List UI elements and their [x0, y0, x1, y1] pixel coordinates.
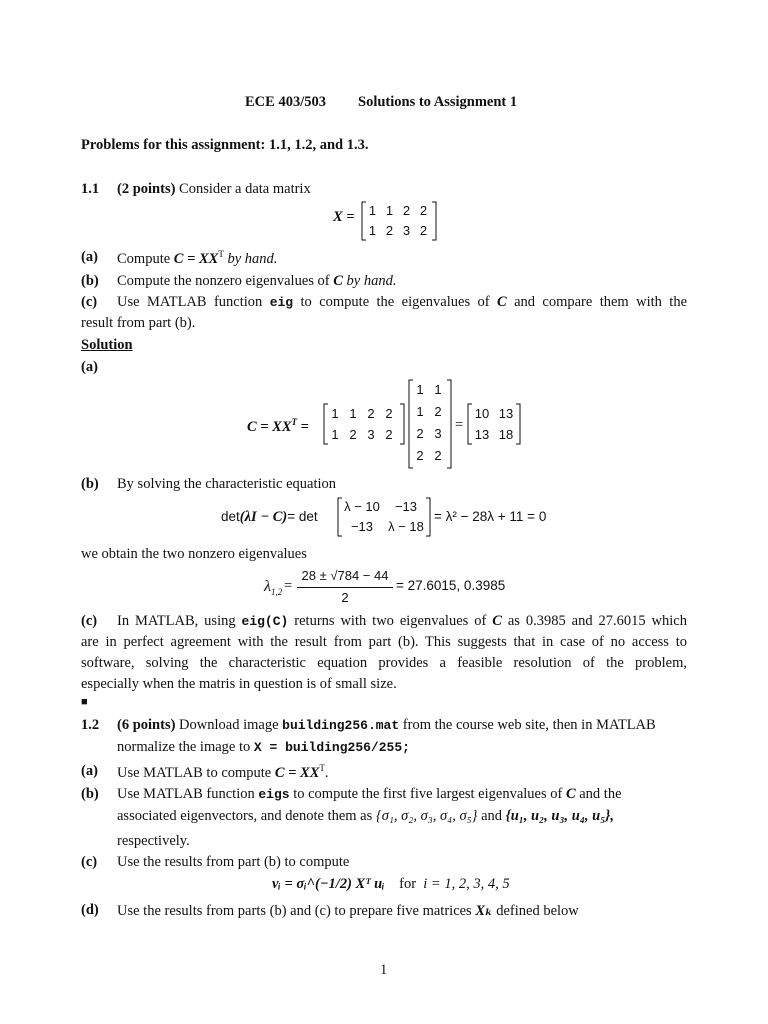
solution-c-line2: are in perfect agreement with the result from part (b). This suggests that in case of no access to: [81, 634, 687, 650]
p12-part-b-line2: associated eigenvectors, and denote them as {σ₁, σ₂, σ₃, σ₄, σ₅} and {u₁, u₂, u₃, u₄, u₅},: [117, 808, 614, 824]
matrix-cell: 1: [434, 382, 442, 397]
matrix-cell: 2: [416, 448, 424, 463]
matrix-cell: 1: [368, 223, 377, 238]
part-label: (a): [81, 249, 98, 265]
solution-c-line4: especially when the matris in question is of small size.: [81, 676, 397, 692]
code-eig: eig(C): [241, 614, 289, 629]
lambda-result: = 27.6015, 0.3985: [396, 578, 506, 593]
p12-part-c: Use the results from part (b) to compute: [117, 854, 350, 870]
eq-lhs: $C = XX^T$ =: [247, 417, 309, 435]
matrix-cell: 2: [385, 223, 394, 238]
part-label: (a): [81, 763, 98, 779]
lambda-denominator: 2: [341, 590, 349, 605]
matrix-x-solution: [322, 402, 406, 446]
p12-line2: normalize the image to X = building256/255;: [117, 739, 410, 755]
matrix-cell: −13: [350, 519, 374, 534]
we-obtain: we obtain the two nonzero eigenvalues: [81, 546, 307, 562]
matrix-det: [336, 496, 432, 538]
intro-text: Consider a data matrix: [179, 181, 311, 197]
matrix-cell: λ − 18: [388, 519, 424, 534]
matrix-cell: 2: [402, 203, 411, 218]
part-label: (c): [81, 854, 98, 870]
matrix-cell: 10: [474, 406, 490, 421]
p12-part-b-line1: Use MATLAB function eigs to compute the first five largest eigenvalues of C and the: [117, 786, 622, 802]
matrix-cell: 1: [331, 427, 339, 442]
p12-part-b-line3: respectively.: [117, 833, 190, 849]
part-b-text: By solving the characteristic equation: [117, 476, 337, 492]
matrix-cell: 1: [416, 404, 424, 419]
matrix-cell: 1: [416, 382, 424, 397]
matrix-cell: 1: [331, 406, 339, 421]
matrix-cell: λ − 10: [344, 499, 380, 514]
matrix-cell: 2: [419, 203, 428, 218]
det-lhs: det(λI − C)= det: [221, 509, 318, 525]
problems-line: Problems for this assignment: 1.1, 1.2, and 1.3.: [81, 137, 369, 153]
matrix-cell: 1: [349, 406, 357, 421]
lambda-label: $\lambda_{1,2}$: [264, 578, 283, 598]
matrix-cell: 1: [368, 203, 377, 218]
part-b-text: Compute the nonzero eigenvalues of C by hand.: [117, 273, 397, 289]
p12-line1: (6 points) Download image building256.mat from the course web site, then in MATLAB: [117, 717, 656, 733]
matrix-cell: 13: [498, 406, 514, 421]
matrix-cell: 1: [385, 203, 394, 218]
matrix-cell: 2: [349, 427, 357, 442]
lambda-numerator: 28 ± √784 − 44: [301, 568, 389, 583]
matrix-cell: 2: [434, 448, 442, 463]
matrix-cell: 2: [385, 427, 393, 442]
equals-sign: =: [455, 417, 464, 433]
p12-part-d: Use the results from parts (b) and (c) to prepare five matrices Xₖ defined below: [117, 903, 579, 919]
page-title: Solutions to Assignment 1: [358, 94, 518, 110]
part-label: (d): [81, 902, 99, 918]
solution-heading: Solution: [81, 337, 133, 353]
matrix-cell: 3: [434, 426, 442, 441]
part-c-line2: result from part (b).: [81, 315, 196, 331]
part-label: (b): [81, 786, 99, 802]
matrix-cell: −13: [394, 499, 418, 514]
solution-c-line3: software, solving the characteristic equation provides a feasible resolution of the problem,: [81, 655, 687, 671]
matrix-c-result: [466, 402, 522, 446]
part-label: (c): [81, 294, 98, 310]
matrix-cell: 13: [474, 427, 490, 442]
end-of-proof-mark: ■: [81, 696, 88, 708]
matrix-cell: 2: [416, 426, 424, 441]
page-number: 1: [380, 962, 388, 978]
course-code: ECE 403/503: [245, 94, 326, 110]
part-a-text: Compute $C = XX^T$ by hand.: [117, 249, 278, 267]
char-poly: = λ² − 28λ + 11 = 0: [434, 509, 547, 524]
matrix-cell: 3: [402, 223, 411, 238]
matrix-cell: 18: [498, 427, 514, 442]
part-label: (a): [81, 359, 98, 375]
part-c-text: Use MATLAB function eig to compute the eigenvalues of C and compare them with the: [117, 294, 688, 310]
matrix-x: [360, 200, 438, 242]
fraction-bar: [297, 587, 393, 588]
matrix-cell: 2: [434, 404, 442, 419]
matrix-x-label: X =: [333, 209, 355, 225]
part-label: (b): [81, 273, 99, 289]
lambda-equals: =: [284, 578, 293, 594]
problem-number: 1.2: [81, 717, 100, 733]
points: (2 points): [117, 181, 176, 197]
matrix-cell: 2: [385, 406, 393, 421]
problem-number: 1.1: [81, 181, 100, 197]
part-label: (b): [81, 476, 99, 492]
p12-formula: vᵢ = σᵢ^(−1/2) Xᵀ uᵢ for i = 1, 2, 3, 4, 5: [272, 876, 510, 892]
part-label: (c): [81, 613, 98, 629]
matrix-cell: 2: [367, 406, 375, 421]
solution-c-line1: In MATLAB, using eig(C) returns with two eigenvalues of C as 0.3985 and 27.6015 which: [117, 613, 687, 629]
matrix-cell: 2: [419, 223, 428, 238]
problem-intro: [117, 181, 311, 198]
matrix-cell: 3: [367, 427, 375, 442]
matrix-xt-solution: [407, 378, 453, 470]
p12-part-a: Use MATLAB to compute $C = XX^T$.: [117, 763, 329, 781]
